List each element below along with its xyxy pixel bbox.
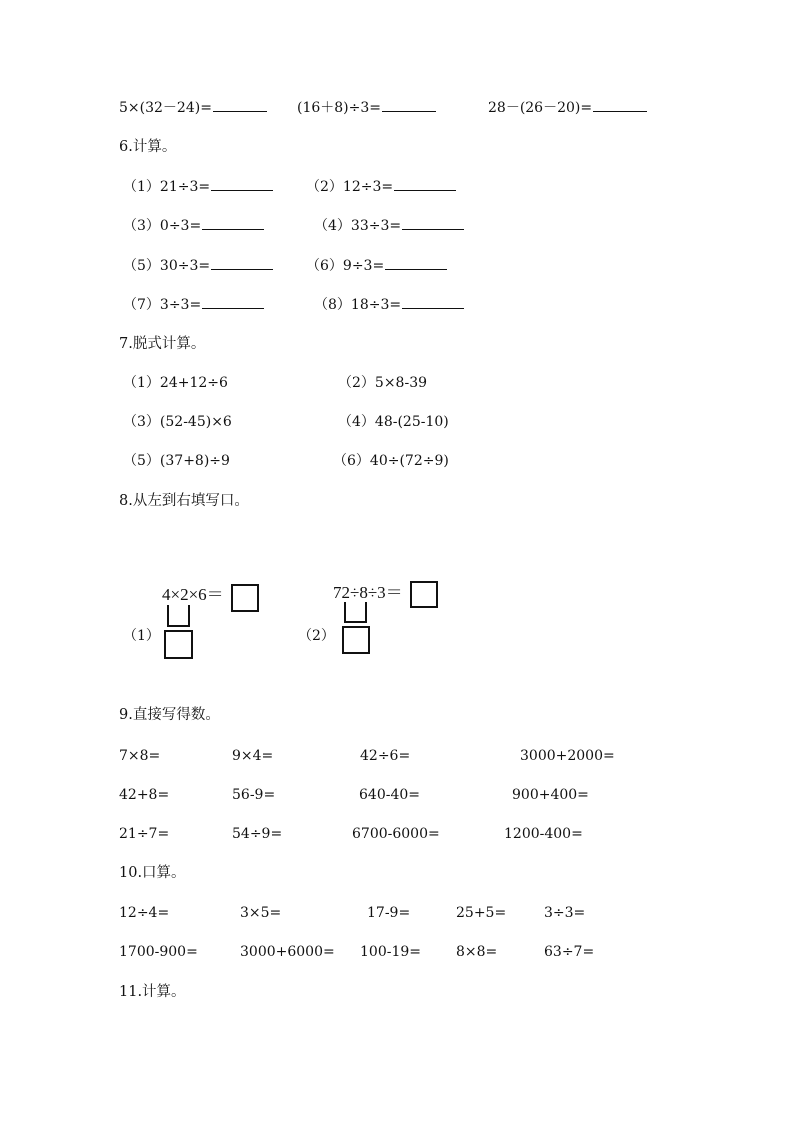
- q9-cell: 900+400=: [512, 787, 589, 803]
- expr-text: (37+8)÷9: [159, 453, 230, 469]
- q7-item-5: [123, 453, 230, 469]
- q6-title: 6.计算。: [119, 139, 177, 155]
- q9-cell: 56-9=: [232, 787, 276, 803]
- item-number: （1）: [123, 179, 160, 195]
- q9-title: 9.直接写得数。: [119, 707, 220, 723]
- q9-cell: 21÷7=: [119, 826, 170, 842]
- item-number: （2）: [338, 375, 375, 391]
- top-expr-2: [297, 99, 436, 116]
- item-number: （6）: [333, 453, 370, 469]
- q10-cell: 12÷4=: [119, 905, 170, 921]
- expr-text: 9÷3=: [342, 258, 385, 274]
- q8-item-1-final-answer-box[interactable]: [231, 584, 259, 612]
- q8-item-2-step-answer-box[interactable]: [342, 626, 370, 654]
- q10-cell: 3000+6000=: [240, 944, 335, 960]
- answer-blank[interactable]: [402, 296, 464, 309]
- expr-text: 3÷3=: [159, 297, 202, 313]
- q10-title: 10.口算。: [119, 865, 186, 881]
- expr-text: 33÷3=: [350, 218, 402, 234]
- item-number: （5）: [123, 453, 160, 469]
- q7-item-6: [333, 453, 449, 469]
- expr-text: 30÷3=: [159, 258, 211, 274]
- q9-cell: 6700-6000=: [352, 826, 440, 842]
- answer-blank[interactable]: [211, 178, 273, 191]
- item-number: （6）: [306, 258, 343, 274]
- q7-item-3: [123, 414, 232, 430]
- q8-item-2-expression: 72÷8÷3＝: [333, 583, 403, 602]
- item-number: （1）: [123, 375, 160, 391]
- q8-item-1-expression: 4×2×6＝: [162, 585, 224, 604]
- item-number: （4）: [338, 414, 375, 430]
- q7-item-1: [123, 375, 228, 391]
- q10-cell: 1700-900=: [119, 944, 198, 960]
- expr-text: 48-(25-10): [374, 414, 449, 430]
- q9-cell: 1200-400=: [504, 826, 583, 842]
- item-number: （4）: [314, 218, 351, 234]
- q9-cell: 3000+2000=: [520, 748, 615, 764]
- q6-item-8: [314, 296, 464, 313]
- q8-item-1-step-answer-box[interactable]: [164, 630, 193, 659]
- answer-blank[interactable]: [213, 99, 267, 112]
- expr-text: (52-45)×6: [159, 414, 232, 430]
- q8-item-1-number: （1）: [123, 628, 160, 644]
- q9-cell: 42+8=: [119, 787, 170, 803]
- item-number: （2）: [306, 179, 343, 195]
- q7-item-2: [338, 375, 427, 391]
- top-expr-3: [488, 99, 647, 116]
- q9-cell: 42÷6=: [360, 748, 411, 764]
- answer-blank[interactable]: [202, 296, 264, 309]
- expr-text: 40÷(72÷9): [369, 453, 449, 469]
- q6-item-6: [306, 257, 447, 274]
- q7-item-4: [338, 414, 449, 430]
- q9-cell: 54÷9=: [232, 826, 283, 842]
- answer-blank[interactable]: [211, 257, 273, 270]
- q10-cell: 100-19=: [360, 944, 421, 960]
- item-number: （5）: [123, 258, 160, 274]
- item-number: （8）: [314, 297, 351, 313]
- q6-item-7: [123, 296, 264, 313]
- expr-text: 28－(26－20)=: [488, 100, 593, 116]
- answer-blank[interactable]: [202, 217, 264, 230]
- q6-item-3: [123, 217, 264, 234]
- q11-title: 11.计算。: [119, 984, 186, 1000]
- expr-text: 0÷3=: [159, 218, 202, 234]
- answer-blank[interactable]: [402, 217, 464, 230]
- answer-blank[interactable]: [382, 99, 436, 112]
- q10-cell: 3÷3=: [544, 905, 586, 921]
- expr-text: 21÷3=: [159, 179, 211, 195]
- q9-cell: 9×4=: [232, 748, 274, 764]
- q9-cell: 640-40=: [359, 787, 420, 803]
- q9-cell: 7×8=: [119, 748, 161, 764]
- q6-item-5: [123, 257, 273, 274]
- q8-item-1-step-bracket: [167, 605, 190, 627]
- answer-blank[interactable]: [394, 178, 456, 191]
- expr-text: 5×8-39: [374, 375, 428, 391]
- q10-cell: 25+5=: [456, 905, 507, 921]
- expr-text: (16＋8)÷3=: [297, 100, 382, 116]
- q6-item-2: [306, 178, 456, 195]
- q6-item-1: [123, 178, 273, 195]
- expr-text: 24+12÷6: [159, 375, 228, 391]
- q6-item-4: [314, 217, 464, 234]
- q10-cell: 8×8=: [456, 944, 498, 960]
- q10-cell: 63÷7=: [544, 944, 595, 960]
- expr-text: 12÷3=: [342, 179, 394, 195]
- q7-title: 7.脱式计算。: [119, 336, 206, 352]
- answer-blank[interactable]: [593, 99, 647, 112]
- expr-text: 5×(32－24)=: [119, 100, 212, 116]
- q10-cell: 3×5=: [240, 905, 282, 921]
- top-expr-1: [119, 99, 267, 116]
- q8-item-2-number: （2）: [298, 628, 335, 644]
- item-number: （3）: [123, 218, 160, 234]
- q8-item-2-step-bracket: [344, 602, 367, 623]
- q10-cell: 17-9=: [367, 905, 411, 921]
- item-number: （3）: [123, 414, 160, 430]
- answer-blank[interactable]: [385, 257, 447, 270]
- expr-text: 18÷3=: [350, 297, 402, 313]
- q8-title: 8.从左到右填写口。: [119, 493, 249, 509]
- q8-item-2-final-answer-box[interactable]: [410, 581, 438, 608]
- item-number: （7）: [123, 297, 160, 313]
